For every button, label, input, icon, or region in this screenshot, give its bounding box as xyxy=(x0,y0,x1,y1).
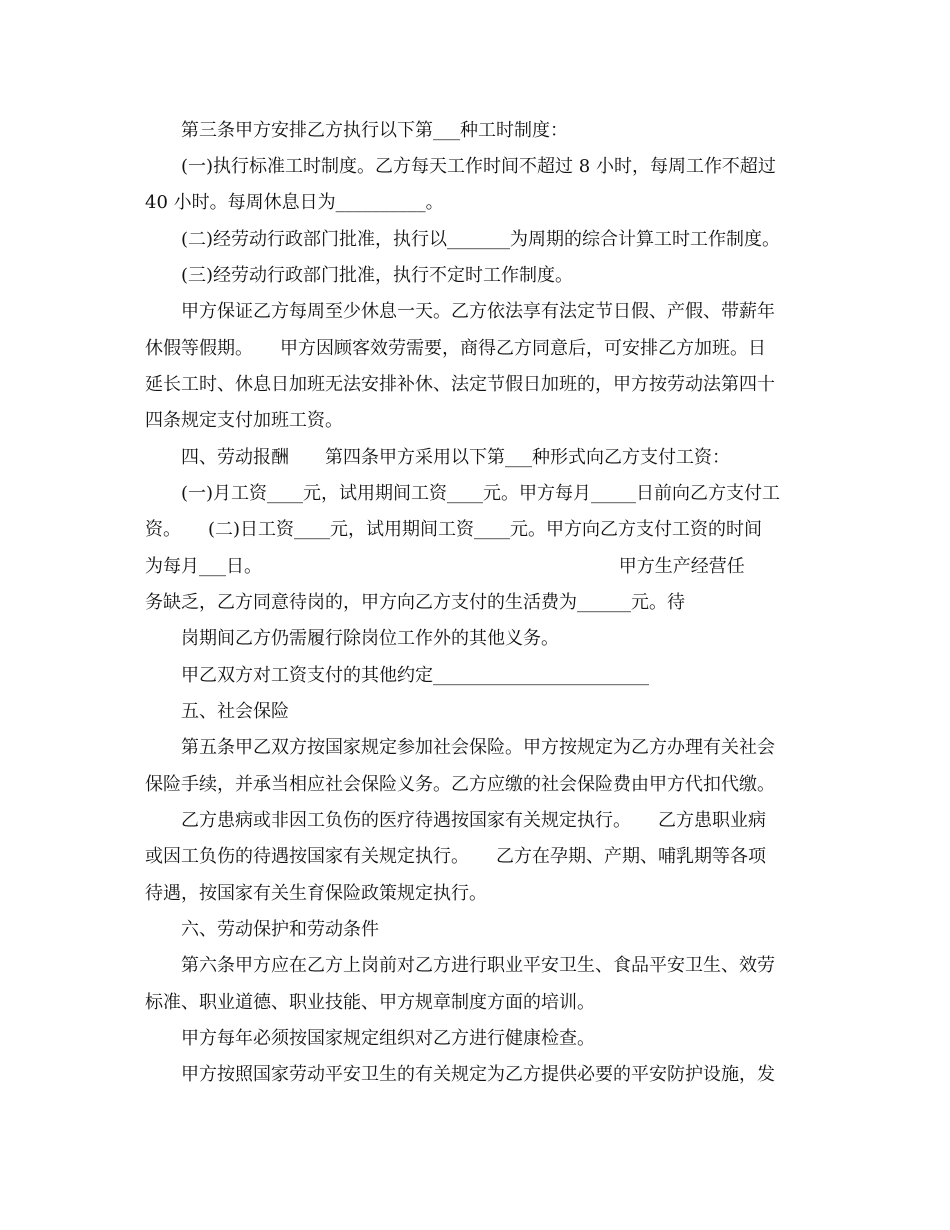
text-line: 务缺乏，乙方同意待岗的，甲方向乙方支付的生活费为______元。待 xyxy=(145,592,685,613)
text-line: 延长工时、休息日加班无法安排补休、法定节假日加班的，甲方按劳动法第四十 xyxy=(145,374,775,395)
text-line: 保险手续，并承当相应社会保险义务。乙方应缴的社会保险费由甲方代扣代缴。 xyxy=(145,774,775,795)
text-line: 待遇，按国家有关生育保险政策规定执行。 xyxy=(145,883,487,904)
text-line: (三)经劳动行政部门批准，执行不定时工作制度。 xyxy=(181,265,574,286)
text-line: 休假等假期。 甲方因顾客效劳需要，商得乙方同意后，可安排乙方加班。日 xyxy=(145,338,766,359)
text-line: 第三条甲方安排乙方执行以下第___种工时制度： xyxy=(181,120,568,141)
text-line: 为每月___日。 甲方生产经营任 xyxy=(145,556,745,577)
text-line: (一)月工资____元，试用期间工资____元。甲方每月_____日前向乙方支付工 xyxy=(181,483,781,504)
text-line: 甲方每年必须按国家规定组织对乙方进行健康检查。 xyxy=(181,1028,595,1049)
text-line: 甲方按照国家劳动平安卫生的有关规定为乙方提供必要的平安防护设施，发 xyxy=(181,1064,775,1085)
text-line: 乙方患病或非因工负伤的医疗待遇按国家有关规定执行。 乙方患职业病 xyxy=(181,810,766,831)
text-line: 标准、职业道德、职业技能、甲方规章制度方面的培训。 xyxy=(145,992,595,1013)
text-line: 第六条甲方应在乙方上岗前对乙方进行职业平安卫生、食品平安卫生、效劳 xyxy=(181,955,775,976)
text-line: 甲乙双方对工资支付的其他约定________________________ xyxy=(181,665,649,686)
text-line: (二)经劳动行政部门批准，执行以_______为周期的综合计算工时工作制度。 xyxy=(181,229,781,250)
text-line: (一)执行标准工时制度。乙方每天工作时间不超过 8 小时，每周工作不超过 xyxy=(181,156,776,177)
section-heading: 六、劳动保护和劳动条件 xyxy=(181,919,379,940)
text-line: 甲方保证乙方每周至少休息一天。乙方依法享有法定节日假、产假、带薪年 xyxy=(181,301,775,322)
text-line: 四条规定支付加班工资。 xyxy=(145,410,343,431)
text-line: 四、劳动报酬 第四条甲方采用以下第___种形式向乙方支付工资： xyxy=(181,447,730,468)
text-line: 第五条甲乙双方按国家规定参加社会保险。甲方按规定为乙方办理有关社会 xyxy=(181,737,775,758)
text-line: 资。 (二)日工资____元，试用期间工资____元。甲方向乙方支付工资的时间 xyxy=(145,519,763,540)
text-line: 或因工负伤的待遇按国家有关规定执行。 乙方在孕期、产期、哺乳期等各项 xyxy=(145,846,766,867)
text-line: 岗期间乙方仍需履行除岗位工作外的其他义务。 xyxy=(181,628,559,649)
text-line: 40 小时。每周休息日为__________。 xyxy=(145,192,444,213)
section-heading: 五、社会保险 xyxy=(181,701,289,722)
